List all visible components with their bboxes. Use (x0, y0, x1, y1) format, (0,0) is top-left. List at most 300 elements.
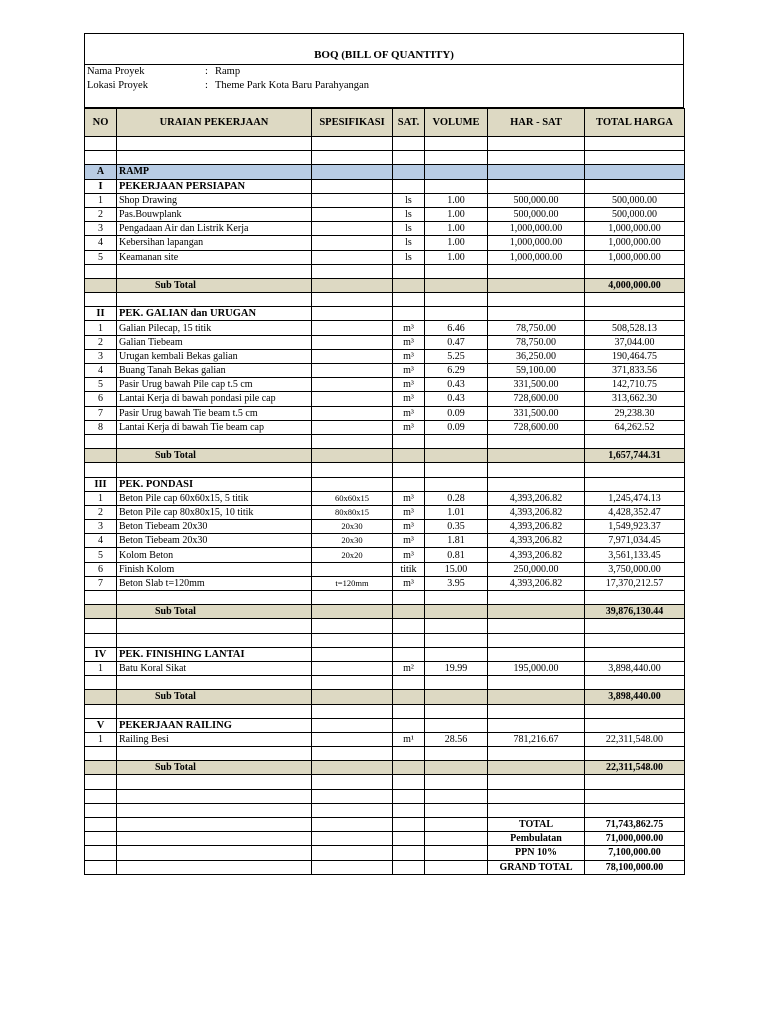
item-total: 3,750,000.00 (585, 562, 685, 576)
item-spesifikasi: 20x30 (312, 534, 393, 548)
empty-cell (117, 633, 312, 647)
item-sat: m³ (393, 505, 425, 519)
subtotal-label: Sub Total (117, 278, 312, 292)
empty-cell (425, 832, 488, 846)
item-total: 1,000,000.00 (585, 236, 685, 250)
item-sat: ls (393, 236, 425, 250)
item-sat: m³ (393, 335, 425, 349)
group-label: RAMP (117, 165, 312, 179)
empty-cell (312, 747, 393, 761)
item-spesifikasi (312, 562, 393, 576)
empty-cell (117, 832, 312, 846)
empty-cell (117, 293, 312, 307)
section-no: V (85, 718, 117, 732)
table-row-blank (85, 789, 685, 803)
header-volume: VOLUME (425, 109, 488, 137)
empty-cell (393, 818, 425, 832)
item-spesifikasi (312, 420, 393, 434)
item-har-sat: 195,000.00 (488, 661, 585, 675)
item-description: Galian Pilecap, 15 titik (117, 321, 312, 335)
item-no: 4 (85, 364, 117, 378)
item-volume: 0.81 (425, 548, 488, 562)
table-row-blank (85, 151, 685, 165)
empty-cell (85, 690, 117, 704)
item-no: 1 (85, 732, 117, 746)
table-row-blank (85, 293, 685, 307)
item-spesifikasi (312, 349, 393, 363)
item-har-sat: 36,250.00 (488, 349, 585, 363)
item-har-sat: 250,000.00 (488, 562, 585, 576)
empty-cell (393, 293, 425, 307)
table-row-item (85, 420, 685, 434)
empty-cell (312, 690, 393, 704)
item-description: Shop Drawing (117, 193, 312, 207)
header-total-harga: TOTAL HARGA (585, 109, 685, 137)
item-spesifikasi (312, 392, 393, 406)
title-box (84, 33, 684, 64)
empty-cell (425, 591, 488, 605)
item-spesifikasi (312, 378, 393, 392)
item-har-sat: 1,000,000.00 (488, 222, 585, 236)
empty-cell (488, 449, 585, 463)
item-spesifikasi: 60x60x15 (312, 491, 393, 505)
item-har-sat: 4,393,206.82 (488, 548, 585, 562)
empty-cell (85, 846, 117, 860)
empty-cell (488, 307, 585, 321)
empty-cell (117, 591, 312, 605)
empty-cell (488, 278, 585, 292)
table-row-subtotal (85, 761, 685, 775)
subtotal-value: 39,876,130.44 (585, 605, 685, 619)
item-no: 1 (85, 661, 117, 675)
table-row-item (85, 321, 685, 335)
empty-cell (425, 789, 488, 803)
empty-cell (393, 137, 425, 151)
item-volume: 1.81 (425, 534, 488, 548)
empty-cell (585, 293, 685, 307)
item-no: 7 (85, 576, 117, 590)
empty-cell (117, 676, 312, 690)
table-row-subtotal (85, 605, 685, 619)
empty-cell (117, 818, 312, 832)
item-no: 5 (85, 548, 117, 562)
empty-cell (585, 477, 685, 491)
subtotal-value: 3,898,440.00 (585, 690, 685, 704)
item-har-sat: 781,216.67 (488, 732, 585, 746)
empty-cell (393, 463, 425, 477)
item-description: Batu Koral Sikat (117, 661, 312, 675)
item-har-sat: 331,500.00 (488, 378, 585, 392)
table-row-item (85, 222, 685, 236)
table-row-item (85, 349, 685, 363)
empty-cell (585, 789, 685, 803)
empty-cell (393, 151, 425, 165)
item-total: 190,464.75 (585, 349, 685, 363)
table-row-item (85, 732, 685, 746)
empty-cell (85, 704, 117, 718)
empty-cell (393, 307, 425, 321)
empty-cell (312, 179, 393, 193)
empty-cell (312, 278, 393, 292)
empty-cell (393, 179, 425, 193)
empty-cell (393, 619, 425, 633)
table-row-blank (85, 591, 685, 605)
table-row-item (85, 491, 685, 505)
empty-cell (312, 264, 393, 278)
empty-cell (393, 449, 425, 463)
item-har-sat: 728,600.00 (488, 392, 585, 406)
item-volume: 0.43 (425, 378, 488, 392)
item-har-sat: 78,750.00 (488, 321, 585, 335)
table-row-blank (85, 704, 685, 718)
empty-cell (85, 775, 117, 789)
empty-cell (393, 775, 425, 789)
table-row-blank (85, 633, 685, 647)
empty-cell (312, 293, 393, 307)
empty-cell (425, 676, 488, 690)
item-no: 3 (85, 520, 117, 534)
empty-cell (393, 434, 425, 448)
item-har-sat: 59,100.00 (488, 364, 585, 378)
subtotal-label: Sub Total (117, 761, 312, 775)
empty-cell (488, 647, 585, 661)
table-row-summary (85, 832, 685, 846)
subtotal-label: Sub Total (117, 690, 312, 704)
section-label: PEK. FINISHING LANTAI (117, 647, 312, 661)
empty-cell (117, 775, 312, 789)
item-sat: m² (393, 661, 425, 675)
project-location-label: Lokasi Proyek (87, 80, 148, 91)
item-spesifikasi (312, 364, 393, 378)
item-total: 500,000.00 (585, 193, 685, 207)
document-title: BOQ (BILL OF QUANTITY) (314, 49, 454, 61)
header-row (85, 109, 685, 137)
table-row-blank (85, 747, 685, 761)
item-har-sat: 500,000.00 (488, 193, 585, 207)
item-no: 1 (85, 321, 117, 335)
item-volume: 3.95 (425, 576, 488, 590)
empty-cell (85, 605, 117, 619)
empty-cell (117, 846, 312, 860)
item-har-sat: 4,393,206.82 (488, 491, 585, 505)
item-volume: 1.01 (425, 505, 488, 519)
item-volume: 1.00 (425, 207, 488, 221)
item-description: Beton Tiebeam 20x30 (117, 520, 312, 534)
empty-cell (585, 179, 685, 193)
header-sat: SAT. (393, 109, 425, 137)
project-info (84, 64, 684, 108)
empty-cell (585, 775, 685, 789)
table-row-item (85, 335, 685, 349)
item-spesifikasi (312, 406, 393, 420)
empty-cell (488, 264, 585, 278)
project-name-value: Ramp (215, 66, 241, 77)
table-row-item (85, 576, 685, 590)
table-row-item (85, 661, 685, 675)
empty-cell (488, 761, 585, 775)
item-sat: m³ (393, 406, 425, 420)
empty-cell (393, 747, 425, 761)
table-row-summary (85, 846, 685, 860)
section-no: III (85, 477, 117, 491)
table-row-blank (85, 803, 685, 817)
empty-cell (393, 633, 425, 647)
item-spesifikasi (312, 335, 393, 349)
item-volume: 6.46 (425, 321, 488, 335)
item-total: 1,549,923.37 (585, 520, 685, 534)
table-row-item (85, 364, 685, 378)
item-description: Beton Pile cap 80x80x15, 10 titik (117, 505, 312, 519)
empty-cell (488, 605, 585, 619)
section-no: IV (85, 647, 117, 661)
empty-cell (312, 676, 393, 690)
item-volume: 0.35 (425, 520, 488, 534)
item-spesifikasi (312, 732, 393, 746)
item-description: Pas.Bouwplank (117, 207, 312, 221)
project-name-label: Nama Proyek (87, 66, 145, 77)
item-total: 371,833.56 (585, 364, 685, 378)
empty-cell (117, 704, 312, 718)
item-volume: 0.09 (425, 406, 488, 420)
empty-cell (312, 165, 393, 179)
empty-cell (425, 278, 488, 292)
item-description: Beton Slab t=120mm (117, 576, 312, 590)
item-no: 1 (85, 193, 117, 207)
item-description: Pasir Urug bawah Pile cap t.5 cm (117, 378, 312, 392)
empty-cell (393, 789, 425, 803)
table-row-blank (85, 619, 685, 633)
empty-cell (117, 789, 312, 803)
item-volume: 0.28 (425, 491, 488, 505)
item-total: 37,044.00 (585, 335, 685, 349)
empty-cell (117, 151, 312, 165)
table-row-item (85, 505, 685, 519)
empty-cell (393, 264, 425, 278)
empty-cell (393, 846, 425, 860)
empty-cell (585, 165, 685, 179)
empty-cell (488, 690, 585, 704)
table-row-item (85, 406, 685, 420)
item-total: 64,262.52 (585, 420, 685, 434)
empty-cell (488, 179, 585, 193)
item-no: 2 (85, 335, 117, 349)
item-description: Pasir Urug bawah Tie beam t.5 cm (117, 406, 312, 420)
empty-cell (117, 803, 312, 817)
item-no: 4 (85, 236, 117, 250)
empty-cell (85, 789, 117, 803)
table-row-blank (85, 676, 685, 690)
table-row-section (85, 179, 685, 193)
empty-cell (488, 619, 585, 633)
empty-cell (488, 137, 585, 151)
empty-cell (312, 449, 393, 463)
empty-cell (117, 434, 312, 448)
empty-cell (488, 293, 585, 307)
item-volume: 1.00 (425, 193, 488, 207)
item-sat: m³ (393, 321, 425, 335)
subtotal-label: Sub Total (117, 449, 312, 463)
item-sat: m³ (393, 576, 425, 590)
item-sat: m¹ (393, 732, 425, 746)
empty-cell (312, 477, 393, 491)
empty-cell (585, 434, 685, 448)
colon: : (205, 80, 208, 91)
item-volume: 1.00 (425, 250, 488, 264)
empty-cell (85, 137, 117, 151)
item-sat: m³ (393, 534, 425, 548)
empty-cell (488, 477, 585, 491)
empty-cell (425, 775, 488, 789)
section-label: PEK. GALIAN dan URUGAN (117, 307, 312, 321)
item-har-sat: 4,393,206.82 (488, 534, 585, 548)
section-no: I (85, 179, 117, 193)
item-har-sat: 1,000,000.00 (488, 250, 585, 264)
item-total: 508,528.13 (585, 321, 685, 335)
item-har-sat: 331,500.00 (488, 406, 585, 420)
empty-cell (425, 434, 488, 448)
empty-cell (117, 463, 312, 477)
item-no: 3 (85, 349, 117, 363)
item-no: 5 (85, 250, 117, 264)
item-description: Beton Pile cap 60x60x15, 5 titik (117, 491, 312, 505)
item-spesifikasi (312, 661, 393, 675)
empty-cell (312, 704, 393, 718)
item-sat: m³ (393, 491, 425, 505)
item-spesifikasi (312, 207, 393, 221)
empty-cell (312, 846, 393, 860)
empty-cell (425, 718, 488, 732)
item-spesifikasi (312, 222, 393, 236)
table-row-item (85, 207, 685, 221)
header-uraian: URAIAN PEKERJAAN (117, 109, 312, 137)
empty-cell (85, 747, 117, 761)
section-label: PEK. PONDASI (117, 477, 312, 491)
table-row-section (85, 647, 685, 661)
subtotal-value: 4,000,000.00 (585, 278, 685, 292)
item-description: Galian Tiebeam (117, 335, 312, 349)
empty-cell (393, 591, 425, 605)
item-volume: 0.09 (425, 420, 488, 434)
empty-cell (393, 676, 425, 690)
empty-cell (585, 264, 685, 278)
empty-cell (585, 591, 685, 605)
empty-cell (425, 647, 488, 661)
empty-cell (312, 803, 393, 817)
item-spesifikasi: 20x20 (312, 548, 393, 562)
item-no: 1 (85, 491, 117, 505)
item-no: 4 (85, 534, 117, 548)
summary-value: 71,743,862.75 (585, 818, 685, 832)
empty-cell (425, 293, 488, 307)
empty-cell (425, 761, 488, 775)
item-no: 6 (85, 562, 117, 576)
empty-cell (85, 633, 117, 647)
item-no: 5 (85, 378, 117, 392)
empty-cell (425, 165, 488, 179)
item-description: Beton Tiebeam 20x30 (117, 534, 312, 548)
subtotal-value: 22,311,548.00 (585, 761, 685, 775)
empty-cell (488, 803, 585, 817)
item-sat: m³ (393, 378, 425, 392)
table-row-item (85, 193, 685, 207)
empty-cell (425, 449, 488, 463)
item-volume: 15.00 (425, 562, 488, 576)
empty-cell (85, 818, 117, 832)
empty-cell (393, 647, 425, 661)
empty-cell (312, 761, 393, 775)
empty-cell (312, 307, 393, 321)
empty-cell (393, 278, 425, 292)
empty-cell (312, 633, 393, 647)
empty-cell (488, 151, 585, 165)
table-row-item (85, 520, 685, 534)
empty-cell (488, 747, 585, 761)
item-no: 3 (85, 222, 117, 236)
item-description: Urugan kembali Bekas galian (117, 349, 312, 363)
empty-cell (488, 463, 585, 477)
item-har-sat: 1,000,000.00 (488, 236, 585, 250)
section-no: II (85, 307, 117, 321)
empty-cell (425, 463, 488, 477)
empty-cell (312, 818, 393, 832)
empty-cell (117, 137, 312, 151)
empty-cell (425, 605, 488, 619)
summary-label: Pembulatan (488, 832, 585, 846)
item-sat: ls (393, 207, 425, 221)
empty-cell (585, 803, 685, 817)
empty-cell (425, 704, 488, 718)
empty-cell (85, 860, 117, 874)
table-row-subtotal (85, 278, 685, 292)
project-location-row (87, 79, 369, 93)
item-volume: 1.00 (425, 222, 488, 236)
empty-cell (425, 860, 488, 874)
table-row-item (85, 392, 685, 406)
empty-cell (85, 278, 117, 292)
table-row-subtotal (85, 449, 685, 463)
item-description: Buang Tanah Bekas galian (117, 364, 312, 378)
empty-cell (585, 137, 685, 151)
item-total: 3,561,133.45 (585, 548, 685, 562)
item-total: 29,238.30 (585, 406, 685, 420)
empty-cell (585, 676, 685, 690)
boq-body (85, 137, 685, 875)
item-total: 1,000,000.00 (585, 222, 685, 236)
empty-cell (425, 264, 488, 278)
summary-label: GRAND TOTAL (488, 860, 585, 874)
empty-cell (312, 860, 393, 874)
empty-cell (585, 151, 685, 165)
empty-cell (393, 832, 425, 846)
item-sat: m³ (393, 548, 425, 562)
item-volume: 1.00 (425, 236, 488, 250)
empty-cell (312, 605, 393, 619)
empty-cell (85, 803, 117, 817)
boq-table (84, 108, 685, 875)
empty-cell (425, 477, 488, 491)
item-volume: 0.47 (425, 335, 488, 349)
empty-cell (312, 591, 393, 605)
table-row-group (85, 165, 685, 179)
empty-cell (312, 789, 393, 803)
item-no: 8 (85, 420, 117, 434)
subtotal-label: Sub Total (117, 605, 312, 619)
empty-cell (85, 264, 117, 278)
group-no: A (85, 165, 117, 179)
item-description: Kolom Beton (117, 548, 312, 562)
item-sat: m³ (393, 392, 425, 406)
empty-cell (488, 718, 585, 732)
